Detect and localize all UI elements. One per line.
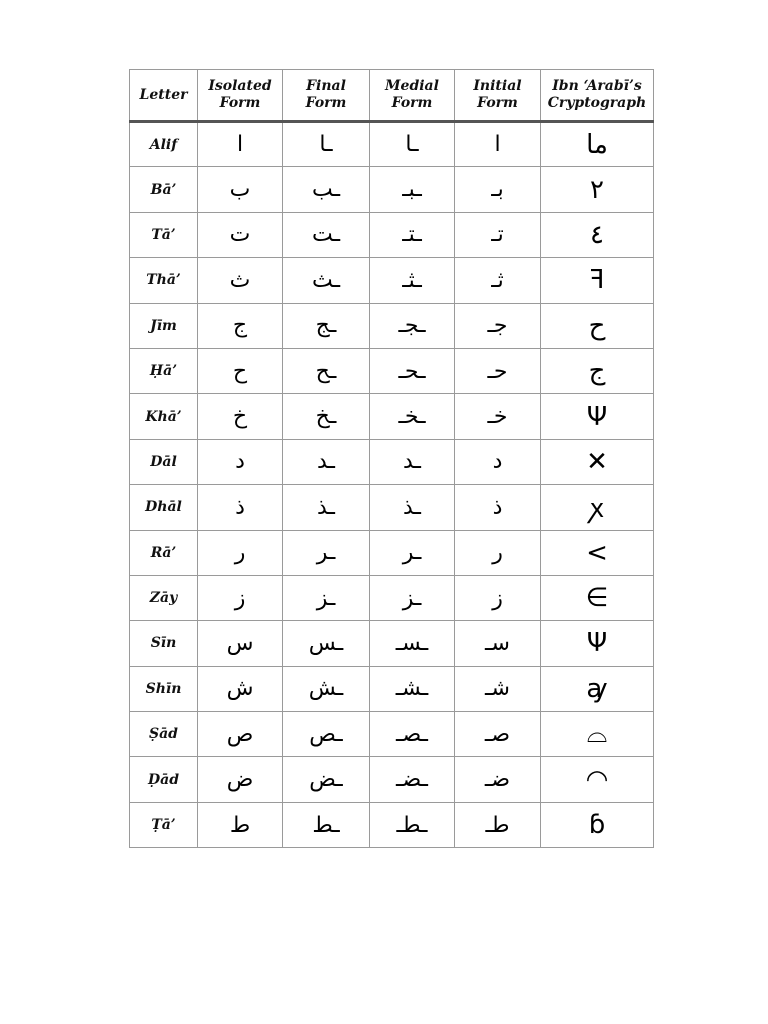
table-row bbox=[130, 258, 654, 303]
final-form-cell: ـض bbox=[283, 757, 370, 802]
table-row bbox=[130, 348, 654, 393]
cryptograph-cell: ⌓ bbox=[541, 712, 654, 757]
isolated-form-cell: ا bbox=[198, 122, 283, 167]
letter-name-cell: Tā’ bbox=[130, 212, 198, 257]
table-header bbox=[130, 70, 654, 122]
table-row bbox=[130, 212, 654, 257]
header-cryptograph: Ibn ‘Arabī’s Cryptograph bbox=[541, 70, 654, 122]
initial-form-cell: ذ bbox=[455, 485, 541, 530]
initial-form-cell: ر bbox=[455, 530, 541, 575]
isolated-form-cell: ز bbox=[198, 575, 283, 620]
initial-form-cell: ا bbox=[455, 122, 541, 167]
isolated-form-cell: ت bbox=[198, 212, 283, 257]
letter-name-cell: Sīn bbox=[130, 621, 198, 666]
final-form-cell: ـث bbox=[283, 258, 370, 303]
medial-form-cell: ـجـ bbox=[370, 303, 455, 348]
header-row bbox=[130, 70, 654, 122]
medial-form-cell: ـشـ bbox=[370, 666, 455, 711]
final-form-cell: ـط bbox=[283, 802, 370, 847]
medial-form-cell: ـر bbox=[370, 530, 455, 575]
final-form-cell: ـخ bbox=[283, 394, 370, 439]
medial-form-cell: ـثـ bbox=[370, 258, 455, 303]
table-row bbox=[130, 485, 654, 530]
medial-form-cell: ـتـ bbox=[370, 212, 455, 257]
medial-form-cell: ـصـ bbox=[370, 712, 455, 757]
cryptograph-cell: ◠ bbox=[541, 757, 654, 802]
isolated-form-cell: ث bbox=[198, 258, 283, 303]
letter-name-cell: Shīn bbox=[130, 666, 198, 711]
final-form-cell: ـد bbox=[283, 439, 370, 484]
final-form-cell: ـذ bbox=[283, 485, 370, 530]
final-form-cell: ـا bbox=[283, 122, 370, 167]
table-row bbox=[130, 439, 654, 484]
medial-form-cell: ـخـ bbox=[370, 394, 455, 439]
isolated-form-cell: ض bbox=[198, 757, 283, 802]
initial-form-cell: ضـ bbox=[455, 757, 541, 802]
isolated-form-cell: ج bbox=[198, 303, 283, 348]
final-form-cell: ـر bbox=[283, 530, 370, 575]
cryptograph-cell: ما bbox=[541, 122, 654, 167]
table-row bbox=[130, 303, 654, 348]
letter-name-cell: Rā’ bbox=[130, 530, 198, 575]
letter-name-cell: Ḍād bbox=[130, 757, 198, 802]
letter-name-cell: Bā’ bbox=[130, 167, 198, 212]
final-form-cell: ـج bbox=[283, 303, 370, 348]
cryptograph-cell: ٤ bbox=[541, 212, 654, 257]
isolated-form-cell: ط bbox=[198, 802, 283, 847]
medial-form-cell: ـضـ bbox=[370, 757, 455, 802]
initial-form-cell: صـ bbox=[455, 712, 541, 757]
letter-name-cell: Dāl bbox=[130, 439, 198, 484]
cryptograph-cell: < bbox=[541, 530, 654, 575]
isolated-form-cell: د bbox=[198, 439, 283, 484]
table-row bbox=[130, 621, 654, 666]
initial-form-cell: جـ bbox=[455, 303, 541, 348]
table-row bbox=[130, 575, 654, 620]
cryptograph-cell: ꜽ bbox=[541, 666, 654, 711]
cryptograph-cell: ∈ bbox=[541, 575, 654, 620]
medial-form-cell: ـز bbox=[370, 575, 455, 620]
table-row bbox=[130, 712, 654, 757]
final-form-cell: ـص bbox=[283, 712, 370, 757]
cryptograph-cell: ꟻ bbox=[541, 258, 654, 303]
medial-form-cell: ـحـ bbox=[370, 348, 455, 393]
letter-name-cell: Thā’ bbox=[130, 258, 198, 303]
letter-name-cell: Khā’ bbox=[130, 394, 198, 439]
letter-name-cell: Ṭā’ bbox=[130, 802, 198, 847]
isolated-form-cell: ح bbox=[198, 348, 283, 393]
isolated-form-cell: ص bbox=[198, 712, 283, 757]
table-row bbox=[130, 666, 654, 711]
initial-form-cell: ثـ bbox=[455, 258, 541, 303]
final-form-cell: ـح bbox=[283, 348, 370, 393]
header-letter: Letter bbox=[130, 70, 198, 122]
cryptograph-cell: Ψ bbox=[541, 621, 654, 666]
initial-form-cell: خـ bbox=[455, 394, 541, 439]
isolated-form-cell: خ bbox=[198, 394, 283, 439]
final-form-cell: ـت bbox=[283, 212, 370, 257]
medial-form-cell: ـطـ bbox=[370, 802, 455, 847]
letter-name-cell: Dhāl bbox=[130, 485, 198, 530]
letter-forms-table bbox=[129, 69, 654, 848]
cryptograph-cell: Ψ bbox=[541, 394, 654, 439]
medial-form-cell: ـا bbox=[370, 122, 455, 167]
header-final-form: Final Form bbox=[283, 70, 370, 122]
cryptograph-cell: ✕ bbox=[541, 439, 654, 484]
table-body bbox=[130, 122, 654, 848]
table-row bbox=[130, 802, 654, 847]
isolated-form-cell: س bbox=[198, 621, 283, 666]
final-form-cell: ـش bbox=[283, 666, 370, 711]
isolated-form-cell: ذ bbox=[198, 485, 283, 530]
header-isolated-form: Isolated Form bbox=[198, 70, 283, 122]
cryptograph-cell: ج bbox=[541, 348, 654, 393]
cryptograph-cell: ٢ bbox=[541, 167, 654, 212]
final-form-cell: ـس bbox=[283, 621, 370, 666]
letter-name-cell: Ṣād bbox=[130, 712, 198, 757]
table-row bbox=[130, 530, 654, 575]
table-row bbox=[130, 167, 654, 212]
initial-form-cell: حـ bbox=[455, 348, 541, 393]
header-initial-form: Initial Form bbox=[455, 70, 541, 122]
isolated-form-cell: ر bbox=[198, 530, 283, 575]
medial-form-cell: ـذ bbox=[370, 485, 455, 530]
table-row bbox=[130, 394, 654, 439]
initial-form-cell: تـ bbox=[455, 212, 541, 257]
letter-name-cell: Jīm bbox=[130, 303, 198, 348]
header-medial-form: Medial Form bbox=[370, 70, 455, 122]
medial-form-cell: ـسـ bbox=[370, 621, 455, 666]
initial-form-cell: طـ bbox=[455, 802, 541, 847]
initial-form-cell: شـ bbox=[455, 666, 541, 711]
medial-form-cell: ـبـ bbox=[370, 167, 455, 212]
initial-form-cell: د bbox=[455, 439, 541, 484]
initial-form-cell: بـ bbox=[455, 167, 541, 212]
isolated-form-cell: ب bbox=[198, 167, 283, 212]
letter-forms-table-container bbox=[129, 69, 653, 848]
initial-form-cell: ز bbox=[455, 575, 541, 620]
letter-name-cell: Ḥā’ bbox=[130, 348, 198, 393]
isolated-form-cell: ش bbox=[198, 666, 283, 711]
initial-form-cell: سـ bbox=[455, 621, 541, 666]
cryptograph-cell: ح bbox=[541, 303, 654, 348]
medial-form-cell: ـد bbox=[370, 439, 455, 484]
cryptograph-cell: ɓ bbox=[541, 802, 654, 847]
table-row bbox=[130, 122, 654, 167]
letter-name-cell: Alif bbox=[130, 122, 198, 167]
table-row bbox=[130, 757, 654, 802]
cryptograph-cell: ꭗ bbox=[541, 485, 654, 530]
letter-name-cell: Zāy bbox=[130, 575, 198, 620]
final-form-cell: ـز bbox=[283, 575, 370, 620]
final-form-cell: ـب bbox=[283, 167, 370, 212]
